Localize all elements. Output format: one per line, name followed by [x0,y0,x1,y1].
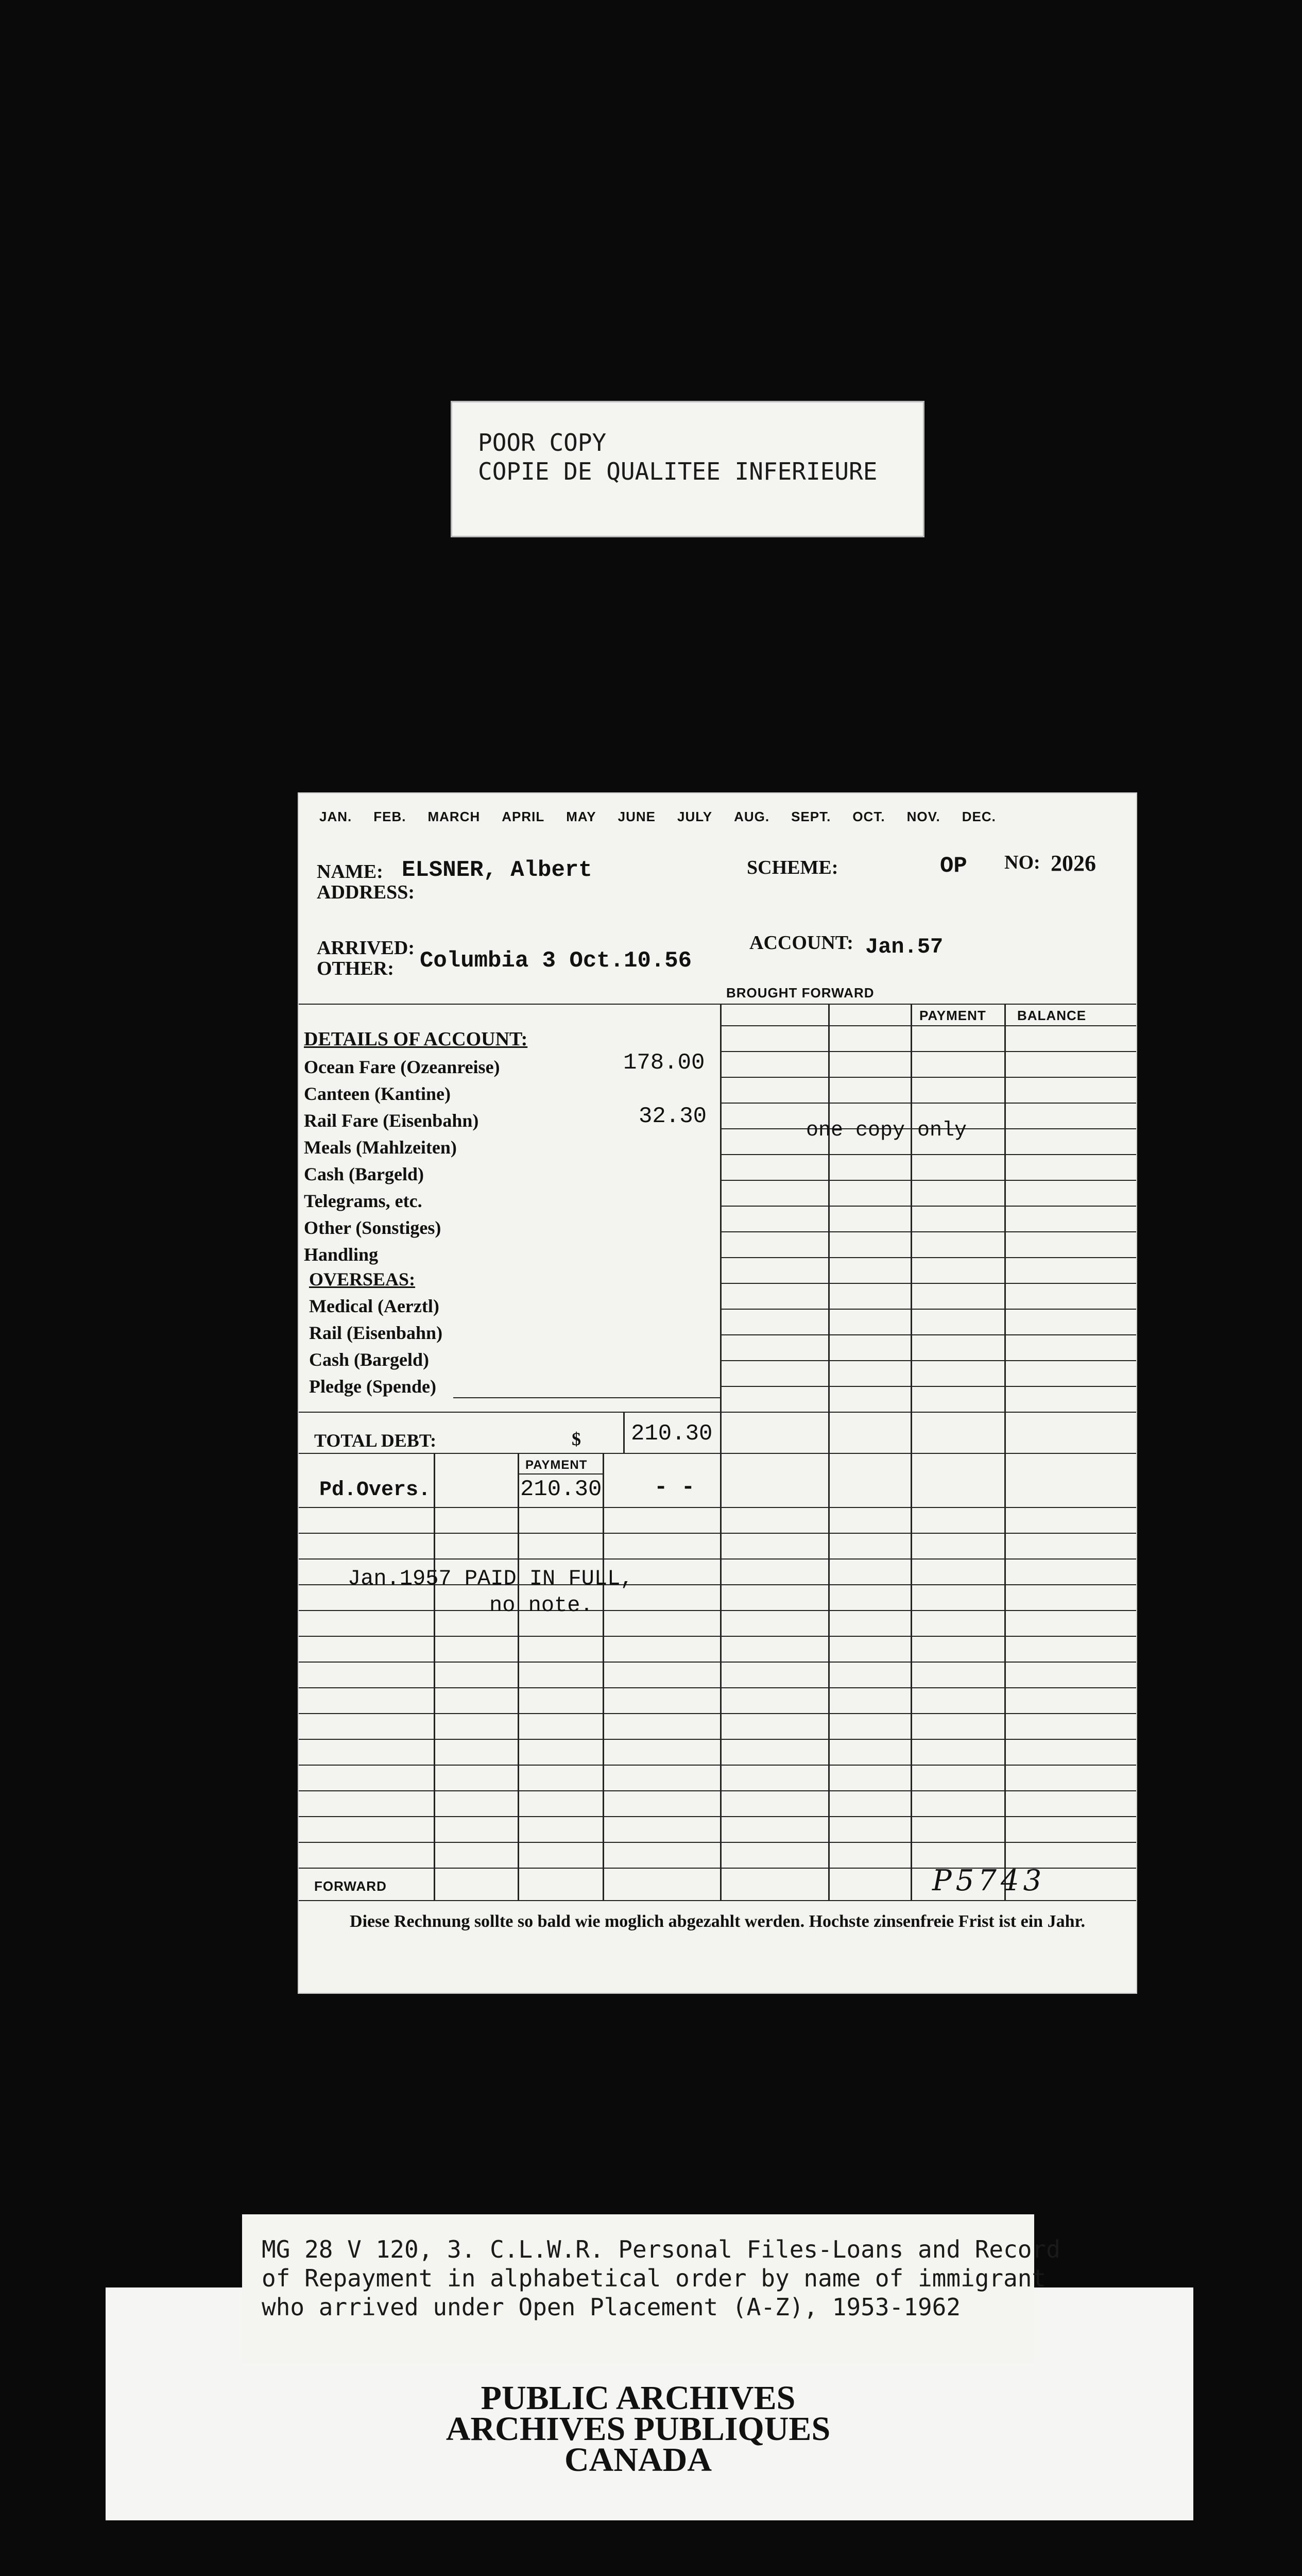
column-rule [623,1412,625,1453]
name-label: NAME: [317,861,383,883]
arrived-label: ARRIVED: [317,937,415,959]
row-rule [721,1231,1136,1232]
column-rule [603,1453,604,1900]
total-debt-label: TOTAL DEBT: [314,1430,437,1451]
row-rule [299,1765,1136,1766]
row-rule [721,1360,1136,1361]
row-rule [299,1790,1136,1791]
row-rule [721,1283,1136,1284]
handwritten-number: P5743 [932,1864,1046,1897]
loan-record-card [298,792,1137,1994]
row-rule [299,1900,1136,1901]
row-rule [299,1739,1136,1740]
column-rule [720,1004,722,1900]
scheme-value: OP [940,853,967,879]
name-value: ELSNER, Albert [402,857,592,883]
footer-note: Diese Rechnung sollte so bald wie moglich abgezahlt werden. Hochste zinsenfreie Frist ist ein Jahr. [350,1912,1085,1931]
payment-header: PAYMENT [919,1008,986,1023]
row-rule [299,1507,1136,1508]
month-label: JAN. [319,809,352,824]
item-label: Ocean Fare (Ozeanreise) [304,1057,500,1077]
balance-header: BALANCE [1017,1008,1087,1023]
month-label: DEC. [962,809,996,824]
poor-copy-line1: POOR COPY [478,429,607,456]
public-archives-stamp [242,2379,1034,2479]
other-label: OTHER: [317,958,394,979]
row-rule [299,1687,1136,1688]
month-label: MAY [566,809,596,824]
row-rule [299,1842,1136,1843]
row-rule [721,1386,1136,1387]
row-rule [299,1453,1136,1454]
month-label: APRIL [502,809,545,824]
no-label: NO: [1004,852,1040,873]
month-label: JULY [677,809,713,824]
forward-label: FORWARD [314,1878,387,1894]
scheme-label: SCHEME: [747,857,838,878]
overseas-item: Rail (Eisenbahn) [309,1323,443,1343]
row-rule [518,1473,603,1475]
item-amount: 178.00 [623,1050,705,1076]
column-rule [518,1453,519,1900]
collection-description [242,2214,1060,2364]
row-rule [299,1610,1136,1611]
row-rule [721,1051,1136,1052]
poor-copy-line2: COPIE DE QUALITEE INFERIEURE [478,457,878,485]
row-rule [721,1206,1136,1207]
item-label: Canteen (Kantine) [304,1083,451,1104]
description-line: who arrived under Open Placement (A-Z), 1953-1962 [262,2293,961,2321]
row-rule [721,1077,1136,1078]
no-value: 2026 [1051,851,1096,876]
row-rule [721,1154,1136,1155]
brought-forward-label: BROUGHT FORWARD [726,985,875,1001]
overseas-item: Cash (Bargeld) [309,1349,429,1370]
month-label: SEPT. [791,809,831,824]
overseas-item: Medical (Aerztl) [309,1296,439,1316]
row-rule [299,1713,1136,1714]
note-one-copy: one copy only [806,1119,967,1142]
row-rule [299,1533,1136,1534]
row-rule [299,1816,1136,1817]
stamp-line: PUBLIC ARCHIVES [481,2379,796,2417]
row-rule [299,1412,1136,1413]
item-label: Meals (Mahlzeiten) [304,1137,457,1158]
column-rule [1004,1004,1006,1900]
row-rule [299,1558,1136,1560]
row-rule [299,1636,1136,1637]
total-debt-value: 210.30 [631,1421,713,1447]
paid-value: 210.30 [520,1477,602,1502]
no-note-text: no note. [489,1593,593,1618]
description-line: MG 28 V 120, 3. C.L.W.R. Personal Files-Loans and Record [262,2235,1060,2263]
paid-in-full-note: Jan.1957 PAID IN FULL, [348,1566,633,1591]
paid-label: Pd.Overs. [319,1479,431,1502]
item-label: Cash (Bargeld) [304,1164,424,1184]
row-rule [721,1103,1136,1104]
details-heading: DETAILS OF ACCOUNT: [304,1028,528,1050]
dollar-sign: $ [572,1429,581,1449]
account-value: Jan.57 [865,935,944,959]
poor-copy-label [451,401,924,537]
month-label: JUNE [618,809,656,824]
row-rule [721,1025,1136,1026]
item-label: Handling [304,1244,379,1265]
pledge-underline [453,1397,721,1398]
row-rule [721,1257,1136,1258]
arrived-value: Columbia 3 Oct.10.56 [420,948,692,974]
account-label: ACCOUNT: [749,932,853,954]
address-label: ADDRESS: [317,882,415,903]
months-row [319,809,1018,825]
item-amount: 32.30 [639,1104,707,1129]
month-label: OCT. [852,809,885,824]
item-label: Telegrams, etc. [304,1191,422,1211]
overseas-heading: OVERSEAS: [309,1269,416,1290]
month-label: NOV. [906,809,940,824]
month-label: MARCH [427,809,481,824]
paid-balance: - - [654,1475,695,1500]
stamp-line: CANADA [564,2441,712,2479]
row-rule [721,1309,1136,1310]
description-line: of Repayment in alphabetical order by name of immigrant [262,2264,1047,2292]
payment-subheader: PAYMENT [525,1458,588,1472]
overseas-item: Pledge (Spende) [309,1376,436,1397]
row-rule [721,1334,1136,1335]
month-label: AUG. [734,809,770,824]
item-label: Rail Fare (Eisenbahn) [304,1110,479,1131]
row-rule [299,1662,1136,1663]
month-label: FEB. [373,809,406,824]
stamp-line: ARCHIVES PUBLIQUES [446,2410,831,2448]
table-top-rule [299,1004,1136,1005]
item-label: Other (Sonstiges) [304,1217,441,1238]
row-rule [721,1180,1136,1181]
column-rule [434,1453,435,1900]
